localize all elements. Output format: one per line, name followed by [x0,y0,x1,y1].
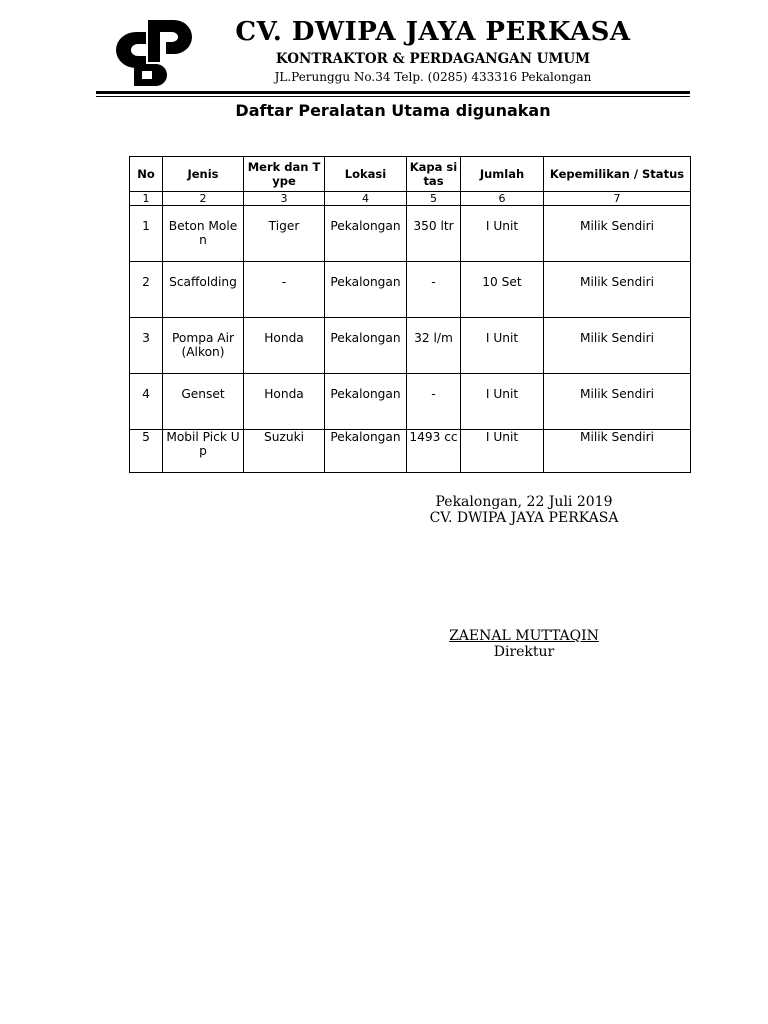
cell-merk: Suzuki [244,430,325,473]
cell-jumlah: 10 Set [461,262,544,318]
letterhead [200,14,666,86]
column-number: 4 [325,192,407,206]
cell-lokasi: Pekalongan [325,374,407,430]
cell-kapasitas: 350 ltr [407,206,461,262]
cell-lokasi: Pekalongan [325,262,407,318]
cell-status: Milik Sendiri [544,430,691,473]
cell-merk: Honda [244,318,325,374]
signature-company: CV. DWIPA JAYA PERKASA [429,510,619,526]
company-logo-icon [116,18,194,88]
signatory-name: ZAENAL MUTTAQIN [449,628,599,644]
signature-header [410,494,638,526]
cell-jenis: Mobil Pick Up [163,430,244,473]
header-jenis: Jenis [163,157,244,192]
table-row [130,206,691,262]
cell-merk: Honda [244,374,325,430]
cell-jenis: Scaffolding [163,262,244,318]
cell-lokasi: Pekalongan [325,430,407,473]
cell-jumlah: I Unit [461,430,544,473]
table-row [130,262,691,318]
header-kapasitas: Kapa sitas [407,157,461,192]
table-header-row [130,157,691,192]
letterhead-divider [96,91,690,94]
cell-no: 3 [130,318,163,374]
signatory-position: Direktur [493,644,555,660]
cell-kapasitas: 32 l/m [407,318,461,374]
cell-no: 2 [130,262,163,318]
column-number-row [130,192,691,206]
cell-merk: Tiger [244,206,325,262]
cell-status: Milik Sendiri [544,206,691,262]
signature-place-date: Pekalongan, 22 Juli 2019 [435,494,613,510]
company-address: JL.Perunggu No.34 Telp. (0285) 433316 Pekalongan [274,70,592,84]
header-status: Kepemilikan / Status [544,157,691,192]
company-tagline: KONTRAKTOR & PERDAGANGAN UMUM [275,51,591,67]
header-merk: Merk dan Type [244,157,325,192]
cell-no: 1 [130,206,163,262]
cell-no: 4 [130,374,163,430]
cell-jumlah: I Unit [461,374,544,430]
cell-status: Milik Sendiri [544,318,691,374]
cell-jenis: Pompa Air (Alkon) [163,318,244,374]
cell-status: Milik Sendiri [544,262,691,318]
cell-lokasi: Pekalongan [325,206,407,262]
cell-kapasitas: - [407,374,461,430]
letterhead-divider-thin [96,96,690,97]
cell-jumlah: I Unit [461,206,544,262]
cell-kapasitas: - [407,262,461,318]
table-row [130,430,691,473]
column-number: 2 [163,192,244,206]
cell-kapasitas: 1493 cc [407,430,461,473]
cell-merk: - [244,262,325,318]
cell-jenis: Beton Molen [163,206,244,262]
column-number: 3 [244,192,325,206]
column-number: 1 [130,192,163,206]
document-title: Daftar Peralatan Utama digunakan [235,101,551,120]
header-lokasi: Lokasi [325,157,407,192]
header-no: No [130,157,163,192]
cell-lokasi: Pekalongan [325,318,407,374]
table-row [130,374,691,430]
cell-jumlah: I Unit [461,318,544,374]
cell-no: 5 [130,430,163,473]
table-row [130,318,691,374]
column-number: 6 [461,192,544,206]
column-number: 7 [544,192,691,206]
cell-jenis: Genset [163,374,244,430]
signature-footer [410,628,638,660]
header-jumlah: Jumlah [461,157,544,192]
cell-status: Milik Sendiri [544,374,691,430]
column-number: 5 [407,192,461,206]
company-name: CV. DWIPA JAYA PERKASA [235,17,631,47]
equipment-table [129,156,691,473]
